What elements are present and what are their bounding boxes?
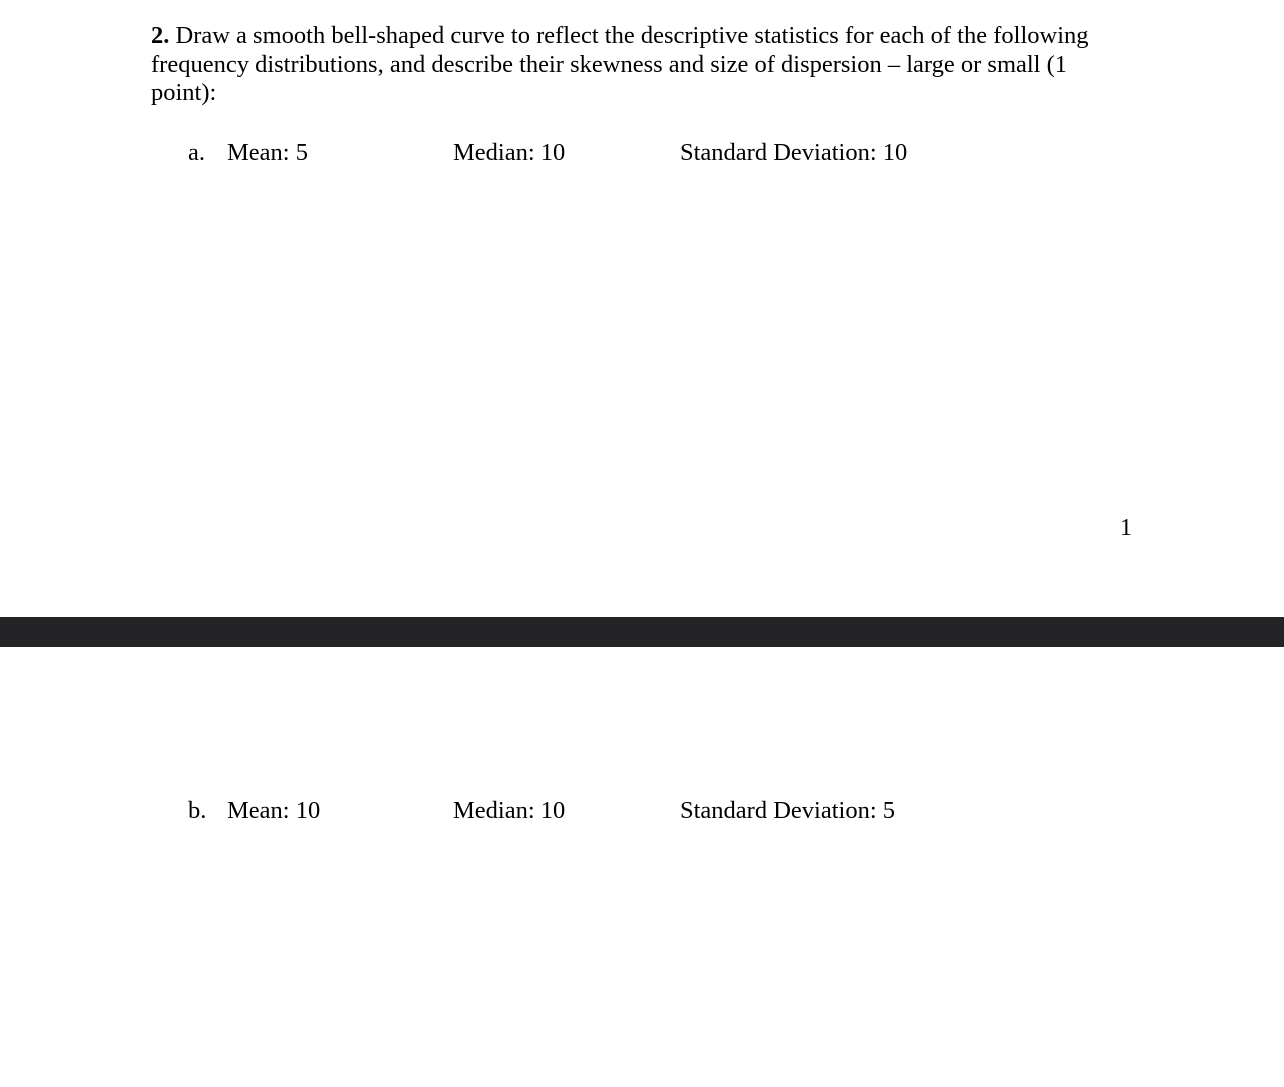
item-letter: a. — [188, 139, 205, 166]
distribution-item-a — [0, 137, 1284, 169]
question-prompt — [151, 22, 1126, 108]
distribution-item-b — [0, 795, 1284, 827]
question-text: Draw a smooth bell-shaped curve to reflect the descriptive statistics for each of the following frequency distributions, and describe their skewness and size of dispersion – large or small (1 point): — [151, 22, 1089, 106]
page-number: 1 — [1120, 515, 1132, 541]
median-label: Median: 10 — [453, 797, 566, 824]
standard-deviation-label: Standard Deviation: 10 — [680, 139, 908, 166]
page-separator — [0, 617, 1284, 647]
standard-deviation-label: Standard Deviation: 5 — [680, 797, 896, 824]
median-label: Median: 10 — [453, 139, 566, 166]
item-letter: b. — [188, 797, 207, 824]
mean-label: Mean: 5 — [227, 139, 308, 166]
document-page-2 — [0, 647, 1284, 1087]
mean-label: Mean: 10 — [227, 797, 321, 824]
question-number: 2. — [151, 22, 170, 49]
